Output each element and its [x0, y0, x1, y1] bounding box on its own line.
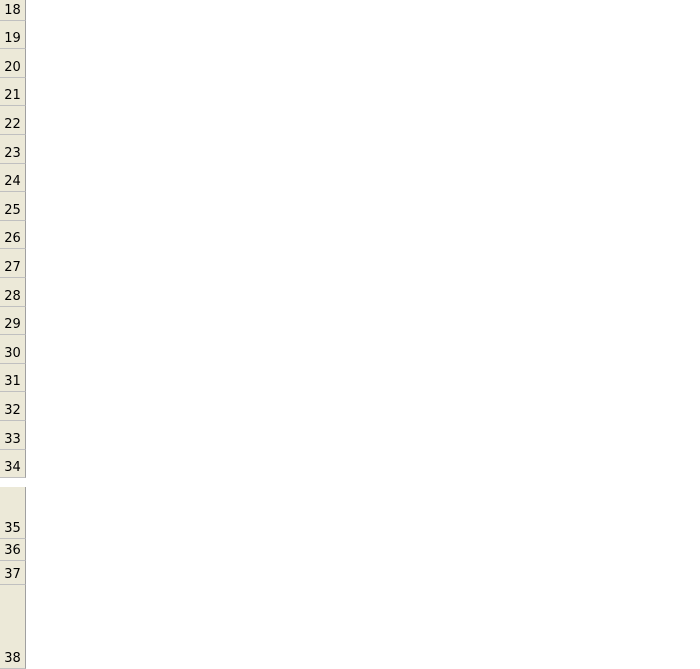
row-header[interactable]: 38 — [0, 585, 26, 669]
row-header[interactable]: 24 — [0, 164, 26, 193]
row-header[interactable]: 29 — [0, 307, 26, 336]
row-header[interactable]: 26 — [0, 221, 26, 250]
row-header[interactable]: 36 — [0, 539, 26, 561]
row-header[interactable]: 21 — [0, 78, 26, 107]
row-header[interactable]: 27 — [0, 249, 26, 278]
row-header[interactable]: 35 — [0, 487, 26, 539]
row-header[interactable]: 25 — [0, 192, 26, 221]
row-header[interactable]: 33 — [0, 421, 26, 450]
row-header[interactable]: 32 — [0, 392, 26, 421]
row-header[interactable]: 23 — [0, 135, 26, 164]
row-header[interactable]: 18 — [0, 0, 26, 21]
row-header[interactable]: 37 — [0, 561, 26, 585]
row-header[interactable]: 31 — [0, 364, 26, 393]
row-header[interactable]: 19 — [0, 21, 26, 50]
row-header[interactable]: 20 — [0, 49, 26, 78]
row-header[interactable]: 34 — [0, 450, 26, 479]
row-header[interactable]: 30 — [0, 335, 26, 364]
row-header[interactable]: 22 — [0, 106, 26, 135]
row-header[interactable]: 28 — [0, 278, 26, 307]
